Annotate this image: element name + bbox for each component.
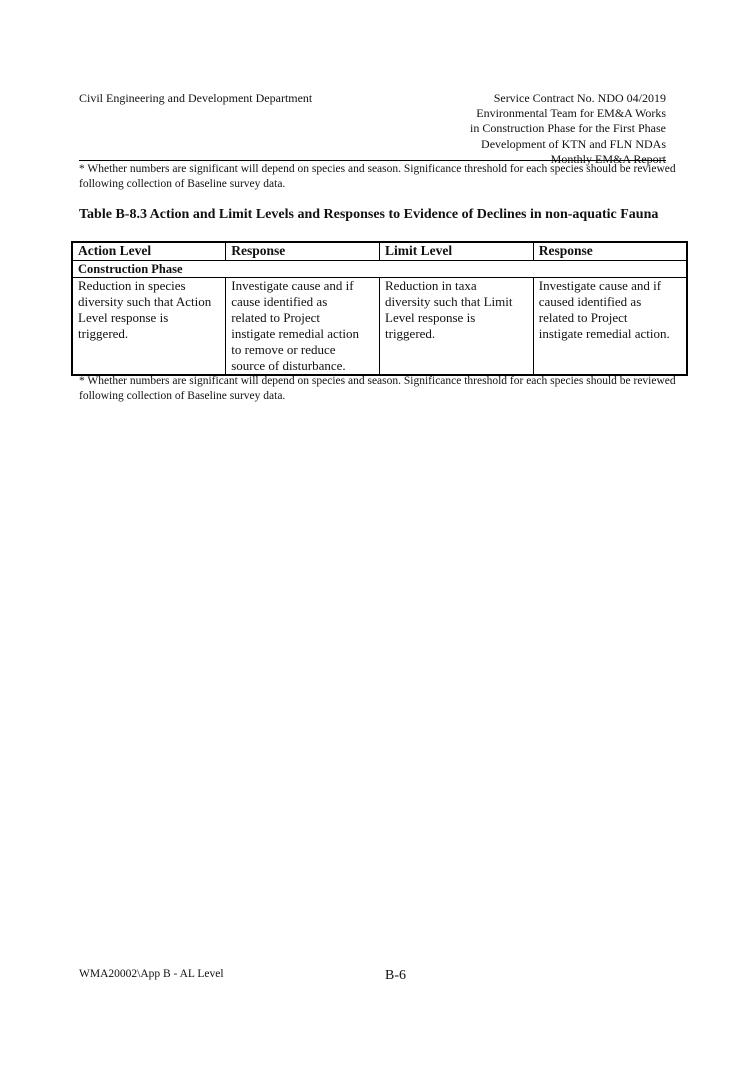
table-header-row (72, 242, 687, 261)
header-response: Response (533, 242, 687, 261)
table-row (72, 278, 687, 376)
header-contract-line: Development of KTN and FLN NDAs (481, 136, 666, 151)
header-limit-level: Limit Level (380, 242, 534, 261)
header-department: Civil Engineering and Development Department (79, 91, 313, 105)
action-level-cell: Reduction in species diversity such that Action Level response is triggered. (72, 278, 226, 376)
header-contract-info (346, 91, 666, 167)
page-number: B-6 (385, 968, 406, 983)
footnote-significance-table: * Whether numbers are significant will depend on species and season. Significance threshold for each species should be reviewed following collection of Baseline survey data. (79, 375, 676, 402)
header-divider (79, 160, 666, 161)
table-title: Table B-8.3 Action and Limit Levels and Responses to Evidence of Declines in non-aquatic Fauna (79, 207, 659, 222)
limit-response-cell: Investigate cause and if caused identified as related to Project instigate remedial action. (533, 278, 687, 376)
limit-level-cell: Reduction in taxa diversity such that Limit Level response is triggered. (380, 278, 534, 376)
action-response-cell: Investigate cause and if cause identified as related to Project instigate remedial action to remove or reduce source of disturbance. (226, 278, 380, 376)
header-contract-line: Environmental Team for EM&A Works (476, 106, 666, 121)
header-contract-line: in Construction Phase for the First Phase (470, 121, 666, 136)
footnote-significance: * Whether numbers are significant will depend on species and season. Significance threshold for each species should be reviewed following collection of Baseline survey data. (79, 163, 676, 190)
header-contract-line: Monthly EM&A Report (550, 151, 666, 166)
action-limit-levels-table (71, 241, 688, 376)
header-action-level: Action Level (72, 242, 226, 261)
phase-label: Construction Phase (72, 261, 687, 278)
header-contract-line: Service Contract No. NDO 04/2019 (493, 91, 666, 105)
footer-file-reference: WMA20002\App B - AL Level (79, 968, 224, 980)
phase-row (72, 261, 687, 278)
header-response: Response (226, 242, 380, 261)
